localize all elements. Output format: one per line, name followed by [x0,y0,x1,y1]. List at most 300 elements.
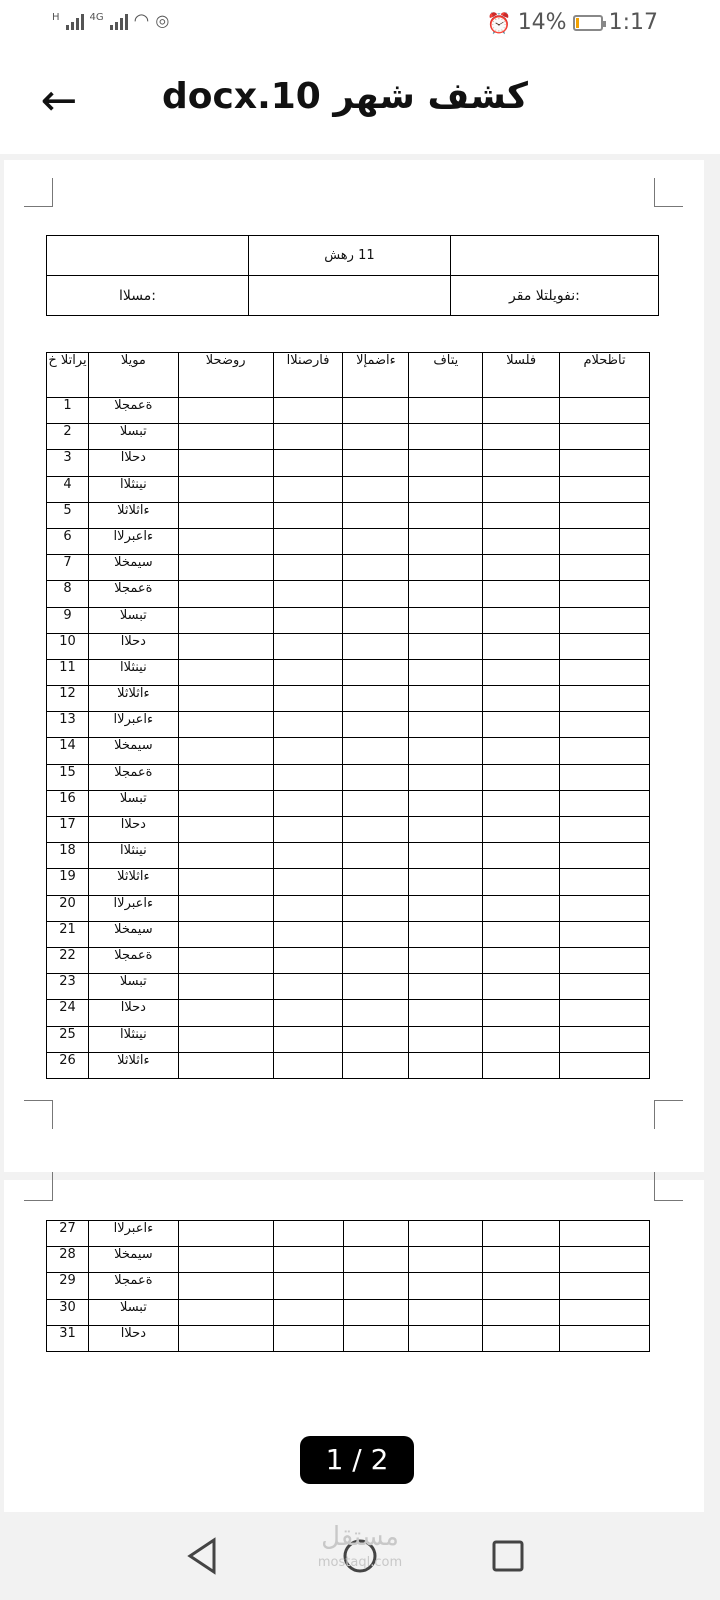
empty-cell [560,790,650,816]
weekday-name: ةعمجلا [88,1273,178,1299]
empty-cell [560,1221,650,1247]
day-number: 25 [47,1026,89,1052]
empty-cell [409,947,483,973]
empty-cell [409,398,483,424]
empty-cell [273,764,343,790]
attendance-table [46,352,650,1079]
empty-cell [178,1000,273,1026]
empty-cell [409,1052,483,1078]
empty-cell [273,581,343,607]
empty-cell [560,921,650,947]
weekday-name: نينثلاا [88,1026,178,1052]
table-row [47,712,650,738]
weekday-name: ءاثلاثلا [88,869,178,895]
empty-cell [343,581,409,607]
day-number: 31 [47,1325,89,1351]
empty-cell [273,738,343,764]
empty-cell [178,1052,273,1078]
empty-cell [409,895,483,921]
empty-cell [343,686,409,712]
empty-cell [560,581,650,607]
empty-cell [483,895,560,921]
empty-cell [483,1221,560,1247]
weekday-name: ءاثلاثلا [88,686,178,712]
empty-cell [560,817,650,843]
empty-cell [483,738,560,764]
day-number: 16 [47,790,89,816]
empty-cell [483,1052,560,1078]
empty-cell [178,607,273,633]
table-row [47,738,650,764]
table-row [47,633,650,659]
empty-cell [409,633,483,659]
empty-cell [560,1000,650,1026]
day-number: 28 [47,1247,89,1273]
empty-cell [560,502,650,528]
empty-cell [178,1247,273,1273]
empty-cell [343,790,409,816]
empty-cell [409,1000,483,1026]
column-header: ءاضمإلا [343,353,409,398]
empty-cell [343,528,409,554]
empty-cell [560,712,650,738]
name-label: :مسلاا [47,276,249,316]
empty-cell [273,633,343,659]
day-number: 4 [47,476,89,502]
empty-cell [178,659,273,685]
watermark-logo [310,1524,410,1576]
day-number: 6 [47,528,89,554]
empty-cell [560,424,650,450]
weekday-name: تبسلا [88,1299,178,1325]
empty-cell [343,1299,409,1325]
empty-cell [273,607,343,633]
weekday-name: نينثلاا [88,476,178,502]
empty-cell [343,712,409,738]
empty-cell [409,502,483,528]
weekday-name: دحلاا [88,450,178,476]
back-triangle-icon[interactable] [180,1534,224,1578]
empty-cell [273,476,343,502]
arrow-left-icon[interactable]: ← [40,75,78,126]
empty-cell [178,764,273,790]
watermark-sub: mostaql.com [317,1555,403,1570]
empty-cell [483,712,560,738]
day-number: 11 [47,659,89,685]
empty-cell [560,476,650,502]
empty-cell [409,607,483,633]
column-header: يراتلا خ [47,353,89,398]
weekday-name: ءاثلاثلا [88,502,178,528]
table-row [47,843,650,869]
empty-cell [483,1273,560,1299]
day-number: 8 [47,581,89,607]
empty-cell [343,1221,409,1247]
empty-cell [483,502,560,528]
empty-cell [178,790,273,816]
empty-cell [343,1325,409,1351]
empty-cell [560,1273,650,1299]
empty-cell [273,450,343,476]
empty-cell [273,1221,343,1247]
empty-cell [273,947,343,973]
table-row [47,1221,650,1247]
empty-cell [178,1221,273,1247]
empty-cell [409,764,483,790]
empty-cell [483,843,560,869]
empty-cell [483,476,560,502]
empty-cell [178,895,273,921]
empty-cell [343,450,409,476]
weekday-name: ةعمجلا [88,581,178,607]
table-row [47,1052,650,1078]
empty-cell [273,974,343,1000]
battery-percent: 14% [517,10,567,35]
empty-cell [483,790,560,816]
empty-cell [343,947,409,973]
empty-cell [409,528,483,554]
empty-cell [343,817,409,843]
day-number: 17 [47,817,89,843]
battery-icon [573,15,603,31]
day-number: 12 [47,686,89,712]
table-row [47,607,650,633]
day-number: 13 [47,712,89,738]
column-header: فارصنلاا [273,353,343,398]
empty-cell [178,974,273,1000]
empty-cell [560,686,650,712]
empty-cell [409,1273,483,1299]
empty-cell [409,1247,483,1273]
table-row [47,790,650,816]
empty-cell [483,869,560,895]
day-number: 30 [47,1299,89,1325]
empty-cell [560,764,650,790]
empty-cell [343,502,409,528]
empty-cell [343,974,409,1000]
table-row [47,1273,650,1299]
empty-cell [343,1247,409,1273]
table-row [47,1026,650,1052]
weekday-name: تبسلا [88,974,178,1000]
empty-cell [483,1026,560,1052]
day-number: 18 [47,843,89,869]
empty-cell [409,1221,483,1247]
day-number: 9 [47,607,89,633]
column-header: فلسلا [483,353,560,398]
empty-cell [273,1325,343,1351]
table-row [47,1247,650,1273]
weekday-name: نينثلاا [88,659,178,685]
empty-cell [343,398,409,424]
empty-cell [560,1325,650,1351]
empty-cell [178,528,273,554]
empty-cell [409,843,483,869]
weekday-name: دحلاا [88,817,178,843]
column-header: مويلا [88,353,178,398]
empty-cell [560,659,650,685]
table-row [47,450,650,476]
empty-cell [409,1299,483,1325]
empty-cell [483,555,560,581]
month-cell: 11 رهش [248,236,450,276]
empty-cell [343,633,409,659]
empty-cell [343,921,409,947]
document-page-1[interactable] [4,160,704,1172]
empty-cell [560,450,650,476]
empty-cell [560,895,650,921]
empty-cell [409,555,483,581]
empty-cell [409,817,483,843]
empty-cell [178,424,273,450]
weekday-name: ةعمجلا [88,398,178,424]
weekday-name: ءاعبرلاا [88,895,178,921]
empty-cell [273,712,343,738]
table-row [47,895,650,921]
page-title: كشف شهر 10.docx [162,76,528,117]
empty-cell [343,1273,409,1299]
empty-cell [273,659,343,685]
empty-cell [483,528,560,554]
sim1-label: H [52,12,60,23]
empty-cell [483,764,560,790]
table-row [47,764,650,790]
weekday-name: تبسلا [88,424,178,450]
empty-cell [178,1026,273,1052]
empty-cell [343,1000,409,1026]
empty-cell [409,1325,483,1351]
empty-cell [178,1325,273,1351]
day-number: 5 [47,502,89,528]
hotspot-icon: ◎ [155,11,170,30]
empty-cell [409,974,483,1000]
empty-cell [178,712,273,738]
empty-cell [409,686,483,712]
table-row [47,1325,650,1351]
column-header: روضحلا [178,353,273,398]
empty-cell [178,1299,273,1325]
table-row [47,974,650,1000]
day-number: 7 [47,555,89,581]
page-indicator: 1 / 2 [300,1436,414,1484]
table-row [47,528,650,554]
crop-mark [654,1100,683,1129]
watermark-text: مستقل [321,1522,399,1552]
crop-mark [24,1100,53,1129]
empty-cell [560,633,650,659]
empty-cell [343,764,409,790]
empty-cell [273,869,343,895]
empty-cell [273,1299,343,1325]
empty-cell [483,659,560,685]
weekday-name: ةعمجلا [88,764,178,790]
empty-cell [178,738,273,764]
weekday-name: دحلاا [88,1325,178,1351]
clock: 1:17 [608,10,658,35]
table-row [47,581,650,607]
day-number: 22 [47,947,89,973]
empty-cell [483,817,560,843]
weekday-name: تبسلا [88,607,178,633]
weekday-name: سيمخلا [88,921,178,947]
phone-label: :نفويلتلا مقر [450,276,658,316]
table-row [47,947,650,973]
empty-cell [409,659,483,685]
table-row [47,555,650,581]
empty-cell [409,450,483,476]
empty-cell [273,895,343,921]
empty-cell [178,843,273,869]
empty-cell [178,869,273,895]
empty-cell [178,921,273,947]
weekday-name: ءاعبرلاا [88,712,178,738]
table-row [47,921,650,947]
empty-cell [178,555,273,581]
header-table [46,235,659,316]
empty-cell [560,869,650,895]
empty-cell [273,424,343,450]
empty-cell [560,528,650,554]
empty-cell [343,424,409,450]
empty-cell [343,1026,409,1052]
empty-cell [483,450,560,476]
empty-cell [273,686,343,712]
empty-cell [343,869,409,895]
table-row [47,398,650,424]
column-header: تاظحلام [560,353,650,398]
table-row [47,1299,650,1325]
empty-cell [273,1000,343,1026]
empty-cell [273,1052,343,1078]
day-number: 10 [47,633,89,659]
crop-mark [654,178,683,207]
alarm-icon: ⏰ [486,10,512,35]
signal-icon [66,12,84,30]
empty-cell [343,607,409,633]
empty-cell [560,1247,650,1273]
empty-cell [178,947,273,973]
table-row [47,659,650,685]
day-number: 23 [47,974,89,1000]
weekday-name: ءاثلاثلا [88,1052,178,1078]
wifi-icon: ◠ [133,10,150,31]
weekday-name: دحلاا [88,1000,178,1026]
sim2-label: 4G [89,12,104,23]
empty-cell [560,1026,650,1052]
empty-cell [178,633,273,659]
day-number: 27 [47,1221,89,1247]
empty-cell [560,398,650,424]
day-number: 3 [47,450,89,476]
empty-cell [273,1247,343,1273]
empty-cell [343,1052,409,1078]
weekday-name: ءاعبرلاا [88,528,178,554]
weekday-name: دحلاا [88,633,178,659]
weekday-name: سيمخلا [88,738,178,764]
empty-cell [273,843,343,869]
empty-cell [178,1273,273,1299]
status-bar [0,0,720,48]
empty-cell [560,974,650,1000]
empty-cell [343,738,409,764]
day-number: 29 [47,1273,89,1299]
app-header [0,48,720,154]
empty-cell [483,1299,560,1325]
day-number: 1 [47,398,89,424]
empty-cell [273,790,343,816]
empty-cell [483,921,560,947]
empty-cell [409,476,483,502]
weekday-name: ةعمجلا [88,947,178,973]
empty-cell [560,843,650,869]
day-number: 21 [47,921,89,947]
day-number: 19 [47,869,89,895]
empty-cell [409,1026,483,1052]
weekday-name: نينثلاا [88,843,178,869]
weekday-name: سيمخلا [88,555,178,581]
empty-cell [273,1026,343,1052]
empty-cell [178,581,273,607]
crop-mark [654,1172,683,1201]
empty-cell [560,738,650,764]
table-row [47,686,650,712]
day-number: 26 [47,1052,89,1078]
empty-cell [483,633,560,659]
empty-cell [560,1299,650,1325]
empty-cell [560,555,650,581]
empty-cell [560,607,650,633]
empty-cell [343,476,409,502]
empty-cell [273,502,343,528]
table-row [47,817,650,843]
empty-cell [409,712,483,738]
empty-cell [483,1000,560,1026]
day-number: 20 [47,895,89,921]
empty-cell [178,398,273,424]
empty-cell [483,686,560,712]
weekday-name: تبسلا [88,790,178,816]
weekday-name: سيمخلا [88,1247,178,1273]
empty-cell [273,555,343,581]
empty-cell [483,947,560,973]
empty-cell [343,895,409,921]
empty-cell [343,659,409,685]
empty-cell [343,843,409,869]
table-row [47,476,650,502]
empty-cell [560,1052,650,1078]
empty-cell [178,817,273,843]
column-header: يتاف [409,353,483,398]
crop-mark [24,1172,53,1201]
recents-square-icon[interactable] [486,1534,530,1578]
table-row [47,502,650,528]
day-number: 14 [47,738,89,764]
table-header-row [47,353,650,398]
weekday-name: ءاعبرلاا [88,1221,178,1247]
empty-cell [178,476,273,502]
empty-cell [409,581,483,607]
table-row [47,1000,650,1026]
empty-cell [273,398,343,424]
empty-cell [178,450,273,476]
empty-cell [483,1325,560,1351]
empty-cell [409,869,483,895]
empty-cell [178,502,273,528]
empty-cell [483,398,560,424]
empty-cell [483,607,560,633]
attendance-table-continued [46,1220,650,1352]
empty-cell [409,921,483,947]
